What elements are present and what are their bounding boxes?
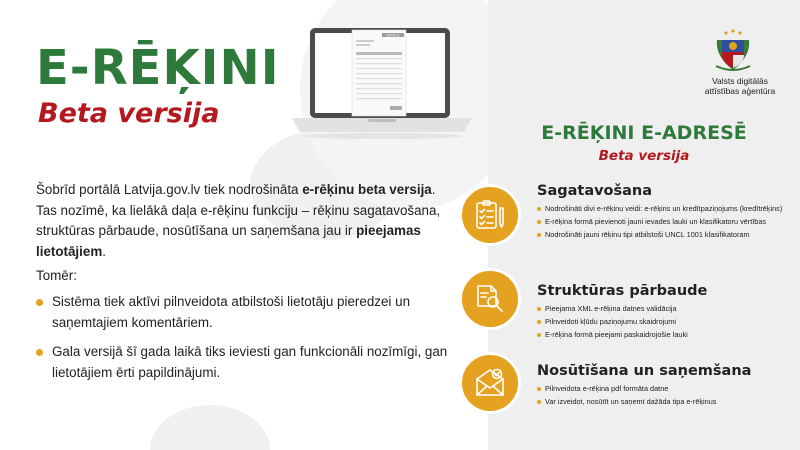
section-icon-circle — [459, 184, 521, 246]
intro-bold-text: e-rēķinu beta versija — [302, 182, 432, 197]
list-item — [537, 204, 787, 214]
section-icon-circle — [459, 268, 521, 330]
right-subtitle: Beta versija — [598, 148, 690, 164]
bullet-dot-icon — [537, 400, 541, 404]
list-item-text: Nodrošināti divi e-rēķinu veidi: e-rēķins un kredītpaziņojums (kredītrēķins) — [545, 204, 783, 213]
list-item — [537, 317, 787, 327]
list-item — [36, 292, 456, 333]
bullet-dot-icon — [537, 320, 541, 324]
bullet-dot-icon — [537, 307, 541, 311]
bullet-dot-icon — [537, 233, 541, 237]
list-item — [537, 304, 787, 314]
list-item — [537, 330, 787, 340]
intro-bold-text: pieejamas lietotājiem — [36, 223, 421, 259]
bullet-dot-icon — [537, 333, 541, 337]
checklist-icon — [475, 200, 505, 230]
list-item — [537, 397, 787, 407]
agency-name-line: Valsts digitālās — [711, 76, 769, 86]
invoice-label: INVOICE — [386, 33, 400, 38]
page-title: E-RĒĶINI — [36, 40, 280, 96]
section-title-preparation: Sagatavošana — [537, 183, 653, 199]
list-item — [537, 230, 787, 240]
bullet-dot-icon — [537, 220, 541, 224]
bullet-dot-icon — [36, 299, 43, 306]
intro-text: Šobrīd portālā Latvija.gov.lv tiek nodrošināta — [36, 182, 303, 197]
list-item — [36, 342, 456, 383]
section-icon-circle — [459, 352, 521, 414]
list-item-text: Pilnveidoti kļūdu paziņojumu skaidrojumi — [545, 316, 677, 326]
section-title-structure-check: Struktūras pārbaude — [537, 283, 708, 299]
list-item-text: Pieejama XML e-rēķina datnes validācija — [545, 304, 677, 313]
page-subtitle: Beta versija — [38, 98, 220, 129]
section-title-send-receive: Nosūtīšana un saņemšana — [537, 363, 752, 379]
bullet-dot-icon — [537, 387, 541, 391]
bullet-dot-icon — [36, 349, 43, 356]
laptop-illustration — [282, 22, 482, 144]
however-label: Tomēr: — [36, 268, 77, 283]
envelope-icon — [475, 368, 505, 398]
bullet-list — [36, 292, 456, 392]
magnifier-document-icon — [475, 284, 505, 314]
list-item-text: Nodrošināti jauni rēķinu tipi atbilstoši UNCL 1001 klasifikatoram — [545, 229, 750, 239]
right-title: E-RĒĶINI E-ADRESĒ — [541, 122, 747, 144]
list-item — [537, 217, 787, 227]
intro-text: . Tas nozīmē, ka lielākā daļa e-rēķinu funkciju – rēķinu sagatavošana, struktūras pārbaude, nosūtīšana un saņemšana jau ir — [36, 182, 441, 238]
bullet-dot-icon — [537, 207, 541, 211]
list-item-text: Var izveidot, nosūtīt un saņemt dažāda tipa e-rēķinus — [545, 396, 717, 406]
list-item-text: Gala versijā šī gada laikā tiks ieviesti gan funkcionāli nozīmīgi, gan lietotājiem ērti papildinājumi. — [52, 344, 448, 380]
list-item-text: Pilnveidota e-rēķina pdf formāta datne — [545, 384, 669, 393]
background-blob — [150, 405, 270, 450]
list-item-text: Sistēma tiek aktīvi pilnveidota atbilstoši lietotāju pieredzei un saņemtajiem komentāriem. — [52, 294, 411, 330]
agency-name — [690, 76, 790, 96]
section-list-preparation — [537, 204, 787, 242]
intro-text: . — [102, 243, 106, 259]
list-item-text: E-rēķina formā pieejami paskaidrojošie lauki — [545, 329, 688, 339]
section-list-send-receive — [537, 384, 787, 410]
section-list-structure-check — [537, 304, 787, 342]
list-item-text: E-rēķina formā pievienoti jauni ievades lauki un klasifikatoru vērtības — [545, 216, 767, 226]
agency-name-line: attīstības aģentūra — [704, 86, 776, 96]
coat-of-arms-icon — [712, 28, 754, 72]
list-item — [537, 384, 787, 394]
intro-paragraph — [36, 180, 446, 262]
